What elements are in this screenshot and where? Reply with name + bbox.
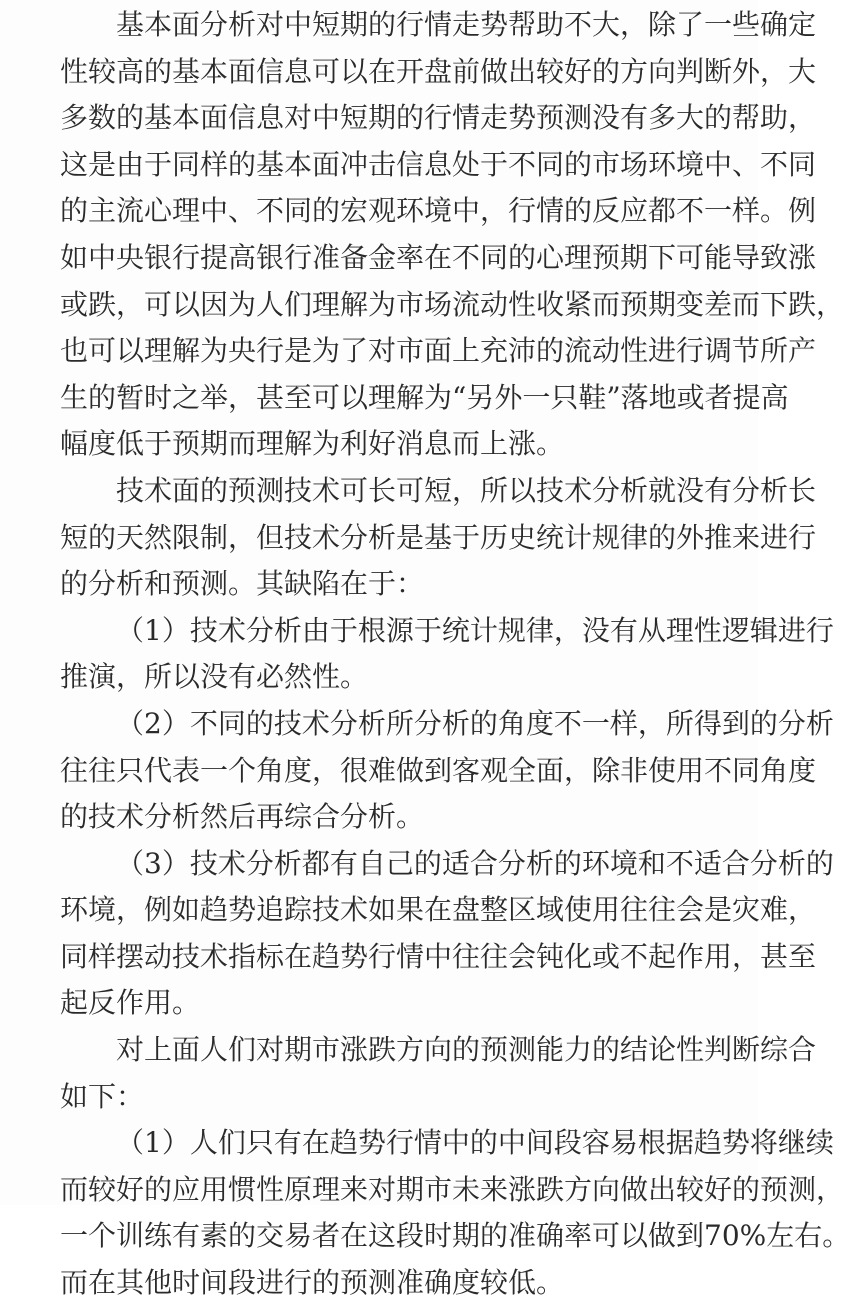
text-line: 的分析和预测。其缺陷在于： [60,567,425,601]
text-line: 的技术分析然后再综合分析。 [60,800,425,834]
text-line: 或跌，可以因为人们理解为市场流动性收紧而预期变差而下跌， [60,287,845,321]
text-line: 如中央银行提高银行准备金率在不同的心理预期下可能导致涨 [60,240,817,274]
document-body [4,2,850,1307]
text-line: （1）人们只有在趋势行情中的中间段容易根据趋势将继续 [116,1126,834,1160]
text-line: 性较高的基本面信息可以在开盘前做出较好的方向判断外，大 [60,54,817,88]
text-line: 起反作用。 [60,986,201,1020]
text-line: 而在其他时间段进行的预测准确度较低。 [60,1266,565,1300]
text-line: 的主流心理中、不同的宏观环境中，行情的反应都不一样。例 [60,194,817,228]
text-line: 推演，所以没有必然性。 [60,660,369,694]
paragraph-defect-2 [4,701,834,841]
text-line: 这是由于同样的基本面冲击信息处于不同的市场环境中、不同 [60,147,817,181]
paragraph-fundamental-analysis [4,2,845,468]
text-line: 技术面的预测技术可长可短，所以技术分析就没有分析长 [116,473,817,507]
text-line: 而较好的应用惯性原理来对期市未来涨跌方向做出较好的预测， [60,1172,845,1206]
paragraph-conclusion-1 [4,1120,850,1306]
text-line: 短的天然限制，但技术分析是基于历史统计规律的外推来进行 [60,520,817,554]
text-line: （3）技术分析都有自己的适合分析的环境和不适合分析的 [116,846,834,880]
text-line: 对上面人们对期市涨跌方向的预测能力的结论性判断综合 [116,1033,817,1067]
paragraph-technical-analysis [4,468,817,608]
text-line: 生的暂时之举，甚至可以理解为“另外一只鞋”落地或者提高 [60,380,789,414]
text-line: 多数的基本面信息对中短期的行情走势预测没有多大的帮助， [60,101,817,135]
text-line: 往往只代表一个角度，很难做到客观全面，除非使用不同角度 [60,753,817,787]
text-line: 如下： [60,1079,145,1113]
text-line: 基本面分析对中短期的行情走势帮助不大，除了一些确定 [116,8,817,41]
text-line: （2）不同的技术分析所分析的角度不一样，所得到的分析 [116,706,834,740]
text-line: （1）技术分析由于根源于统计规律，没有从理性逻辑进行 [116,613,834,647]
text-line: 环境，例如趋势追踪技术如果在盘整区域使用往往会是灾难， [60,893,817,927]
text-line: 同样摆动技术指标在趋势行情中往往会钝化或不起作用，甚至 [60,939,817,973]
text-line: 也可以理解为央行是为了对市面上充沛的流动性进行调节所产 [60,334,817,368]
text-line: 幅度低于预期而理解为利好消息而上涨。 [60,427,565,461]
text-line: 一个训练有素的交易者在这段时期的准确率可以做到70%左右。 [60,1219,850,1253]
paragraph-defect-3 [4,841,834,1027]
paragraph-defect-1 [4,608,834,701]
paragraph-conclusion-intro [4,1027,817,1120]
